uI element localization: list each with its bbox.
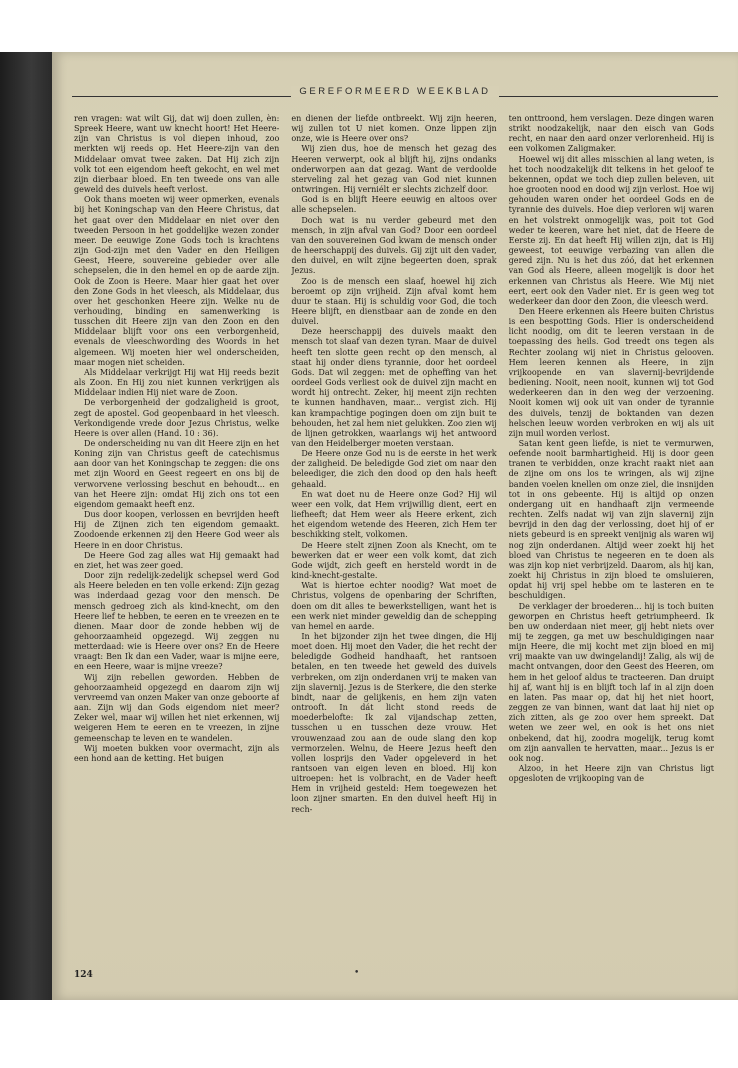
footer-ornament: •: [354, 968, 360, 978]
paragraph: Wat is hiertoe echter noodig? Wat moet de Christus, volgens de openbaring der Schriften, doen om dit alles te bewerkstelligen, want het is een werk niet minder geweldig dan de schepping van hemel en aarde.: [291, 581, 497, 631]
paragraph: Door zijn redelijk-zedelijk schepsel werd God als Heere beleden en ten volle erkend: Zijn gezag was inderdaad gezag voor den mensch. De mensch gedroeg zich als kind-knecht, om den Heere lief te hebben, te eeren en te vreezen en te dienen. Maar door de zonde hebben wij de gehoorzaamheid opgezegd. Wij zeggen nu metterdaad: wie is Heere over ons? En de Heere vraagt: Ben Ik dan een Vader, waar is mijne eere, en een Heere, waar is mijne vreeze?: [74, 571, 280, 672]
text-columns: [74, 114, 714, 994]
paragraph: Deze heerschappij des duivels maakt den mensch tot slaaf van dezen tyran. Maar de duivel heeft ten slotte geen recht op den mensch, al staat hij onder diens tyrannie, door het oordeel Gods. Dat wil zeggen: met de opheffing van het oordeel Gods verliest ook de duivel zijn macht en wordt hij ontrecht. Zeker, hij meent zijn rechten te kunnen handhaven, maar... vergist zich. Hij kan krampachtige pogingen doen om zijn buit te behouden, het zal hem niet gelukken. Zoo zien wij de lijnen getrokken, waarlangs wij het antwoord van den Heidelberger moeten verstaan.: [291, 327, 497, 448]
bottom-margin: [0, 1000, 738, 1068]
column-2: [291, 114, 496, 994]
running-header: [52, 86, 738, 97]
paragraph: En wat doet nu de Heere onze God? Hij wil weer een volk, dat Hem vrijwillig dient, eert en liefheeft; dat Hem weer als Heere erkent, zich het eigendom wetende des Heeren, zich Hem ter beschikking stelt, volkomen.: [291, 489, 497, 540]
paragraph: Alzoo, in het Heere zijn van Christus ligt opgesloten de vrijkooping van de: [508, 764, 714, 784]
paragraph: God is en blijft Heere eeuwig en altoos over alle schepselen.: [291, 195, 497, 215]
paragraph: Wij zien dus, hoe de mensch het gezag des Heeren verwerpt, ook al blijft hij, zijns ondanks onderworpen aan dat gezag. Want de verdoolde sterveling zal het gezag van God niet kunnen ontwringen. Hij verniélt er slechts zichzelf door.: [291, 144, 497, 195]
paragraph: ren vragen: wat wilt Gij, dat wij doen zullen, èn: Spreek Heere, want uw knecht hoort! Het Heere-zijn van Christus is vol diepen inhoud, zoo merkten wij reeds op. Het Heere-zijn van den Middelaar omvat twee zaken. Dat Hij zich zijn volk tot een eigendom heeft gekocht, en wel met zijn dierbaar bloed. En ten tweede ons van alle geweld des duivels heeft verlost.: [74, 114, 280, 195]
scan-binding-edge: [0, 52, 52, 1000]
top-margin: [0, 0, 738, 52]
paragraph: Wij moeten bukken voor overmacht, zijn als een hond aan de ketting. Het buigen: [74, 743, 280, 763]
newspaper-page: [52, 52, 738, 1000]
running-header-title: GEREFORMEERD WEEKBLAD: [291, 86, 498, 97]
paragraph: De verborgenheid der godzaligheid is groot, zegt de apostel. God geopenbaard in het vleesch. Verkondigende vrede door Jezus Christus, welke Heere is over allen (Hand. 10 : 36).: [74, 398, 280, 438]
paragraph: Satan kent geen liefde, is niet te vermurwen, oefende nooit barmhartigheid. Hij is door geen tranen te verbidden, onze kracht raakt niet aan de zijne om ons los te wringen, als wij zijne banden voelen knellen om onze ziel, die insnijden tot in ons gebeente. Hij is altijd op onzen ondergang uit en handhaaft zijn vermeende rechten. Zelfs nadat wij van zijn slavernij zijn bevrijd in den dag der verlossing, doet hij of er niets gebeurd is en spreekt venijnig als waren wij nog zijn onderdanen. Altijd weer zoekt hij het bloed van Christus te negeeren en te doen als was zijn kop niet verbrijzeld. Daarom, als hij kan, zoekt hij Christus in zijn bloed te omsluieren, opdat hij vrij spel hebbe om te lasteren en te beschuldigen.: [508, 439, 714, 601]
paragraph: De Heere God zag alles wat Hij gemaakt had en ziet, het was zeer goed.: [74, 550, 280, 570]
paragraph: De Heere onze God nu is de eerste in het werk der zaligheid. De beledigde God ziet om naar den beleediger, die zich den dood op den hals heeft gehaald.: [291, 449, 497, 489]
paragraph: De Heere stelt zijnen Zoon als Knecht, om te bewerken dat er weer een volk komt, dat zich Gode wijdt, zich geeft en hersteld wordt in de kind-knecht-gestalte.: [291, 540, 497, 581]
paragraph: Doch wat is nu verder gebeurd met den mensch, in zijn afval van God? Door een oordeel van den souvereinen God kwam de mensch onder de heerschappij des duivels. Gij zijt uit den vader, den duivel, en wilt zijne begeerten doen, sprak Jezus.: [291, 215, 497, 276]
paragraph: De onderscheiding nu van dit Heere zijn en het Koning zijn van Christus geeft de catechismus aan door van het Koningschap te zeggen: die ons met zijn Woord en Geest regeert en ons bij de verworvene verlossing beschut en behoudt... en van het Heere zijn: omdat Hij zich ons tot een eigendom gemaakt heeft enz.: [74, 439, 280, 509]
paragraph: en dienen der liefde ontbreekt. Wij zijn heeren, wij zullen tot U niet komen. Onze lippen zijn onze, wie is Heere over ons?: [291, 114, 497, 144]
column-1: [74, 114, 279, 994]
paragraph: Ook thans moeten wij weer opmerken, evenals bij het Koningschap van den Heere Christus, dat het gaat over den Middelaar en niet over den tweeden Persoon in het goddelijke wezen zonder meer. De eeuwige Zone Gods toch is krachtens zijn God-zijn met den Vader en den Heiligen Geest, Heere, souvereine gebieder over alle schepselen, die in den hemel en op de aarde zijn. Ook de Zoon is Heere. Maar hier gaat het over den Zone Gods in het vleesch, als Middelaar, dus over het geschonken Heere zijn. Welke nu de verhouding, binding en samenwerking is tusschen dit Heere zijn van den Zoon en den Middelaar blijft voor ons een verborgenheid, evenals de vleeschwording des Woords in het algemeen. Wij moeten hier wel onderscheiden, maar mogen niet scheiden.: [74, 195, 280, 367]
paragraph: Zoo is de mensch een slaaf, hoewel hij zich beroemt op zijn vrijheid. Zijn afval komt hem duur te staan. Hij is schuldig voor God, die toch Heere blijft, en dienstbaar aan de zonde en den duivel.: [291, 276, 497, 327]
page-number: 124: [74, 970, 93, 980]
paragraph: ten onttroond, hem verslagen. Deze dingen waren strikt noodzakelijk, naar den eisch van Gods recht, en naar den aard onzer verlorenheid. Hij is een volkomen Zaligmaker.: [508, 114, 714, 154]
paragraph: Als Middelaar verkrijgt Hij wat Hij reeds bezit als Zoon. En Hij zou niet kunnen verkrijgen als Middelaar indien Hij niet ware de Zoon.: [74, 367, 280, 398]
paragraph: Hoewel wij dit alles misschien al lang weten, is het toch noodzakelijk dit telkens in het geloof te bekennen, opdat we toch diep zullen beleven, uit hoe grooten nood en dood wij zijn verlost. Hoe wij gehouden waren onder het oordeel Gods en de tyrannie des duivels. Hoe diep verloren wij waren en het volstrekt onmogelijk was, poit tot God weder te keeren, ware het niet, dat de Heere de Eerste zij. En dat heeft Hij willen zijn, dat is Hij geweest, tot eeuwige verbazing van allen die gered zijn. Nu is het dus zóó, dat het erkennen van God als Heere, alleen mogelijk is door het erkennen van Christus als Heere. Wie Mij niet eert, eert ook den Vader niet. Er is geen weg tot wederkeer dan door den Zoon, die vleesch werd.: [508, 154, 714, 306]
paragraph: In het bijzonder zijn het twee dingen, die Hij moet doen. Hij moet den Vader, die het recht der beledigde Godheid handhaaft, het rantsoen betalen, en ten tweede het geweld des duivels verbreken, om zijn onderdanen vrij te maken van zijn slavernij. Jezus is de Sterkere, die den sterke bindt, naar de gelijkenis, en hem zijn vaten ontrooft. In dát licht stond reeds de moederbelofte: Ik zal vijandschap zetten, tusschen u en tusschen deze vrouw. Het vrouwenzaad zou aan de oude slang den kop vermorzelen. Welnu, de Heere Jezus heeft den vollen losprijs den Vader opgeleverd in het rantsoen van eigen leven en bloed. Hij kon uitroepen: het is volbracht, en de Vader heeft Hem in vrijheid gesteld: Hem toegewezen het loon zijner smarten. En den duivel heeft Hij in rech-: [291, 631, 497, 814]
paragraph: Dus door koopen, verlossen en bevrijden heeft Hij de Zijnen zich ten eigendom gemaakt. Zoodoende erkennen zij den Heere God weer als Heere in en door Christus.: [74, 510, 280, 550]
paragraph: Den Heere erkennen als Heere buiten Christus is een bespotting Gods. Hier is onderscheidend licht noodig, om dit te leeren verstaan in de toepassing des heils. God treedt ons tegen als Rechter zoolang wij niet in Christus gelooven. Hem leeren kennen als Heere, in zijn vrijkoopende en van slavernij-bevrijdende bediening. Nooit, neen nooit, kunnen wij tot God wederkeeren dan in den weg der verzoening. Nooit komen wij ook uit van onder de tyrannie des duivels, tenzij de boktanden van dezen helschen leeuw worden verbroken en wij als uit zijn muil worden verlost.: [508, 306, 714, 438]
column-3: [509, 114, 714, 994]
paragraph: Wij zijn rebellen geworden. Hebben de gehoorzaamheid opgezegd en daarom zijn wij vervreemd van onzen Maker van onze geboorte af aan. Zijn wij dan Gods eigendom niet meer? Zeker wel, maar wij willen het niet erkennen, wij weigeren Hem te eeren en te vreezen, in zijne gemeenschap te leven en te wandelen.: [74, 672, 280, 743]
paragraph: De verklager der broederen... hij is toch buiten geworpen en Christus heeft getriumpheerd. Ik ben uw onderdaan niet meer, gij hebt niets over mij te zeggen, ga met uw beschuldigingen naar mijn Heere, die mij kocht met zijn bloed en mij vrij maakte van uw dwingelandij! Zalig, als wij de macht ontvangen, door den Geest des Heeren, om hem in het geloof aldus te tracteeren. Dan druipt hij af, want hij is en blijft toch laf in al zijn doen en laten. Pas maar op, dat hij het niet hoort, zeggen ze van binnen, want dat laat hij niet op zich zitten, als ge zoo over hem spreekt. Dat weten we zeer wel, en ook is het ons niet onbekend, dat hij, zoodra mogelijk, terug komt om zijn aanvallen te hervatten, maar... Jezus is er ook nog.: [508, 601, 714, 763]
